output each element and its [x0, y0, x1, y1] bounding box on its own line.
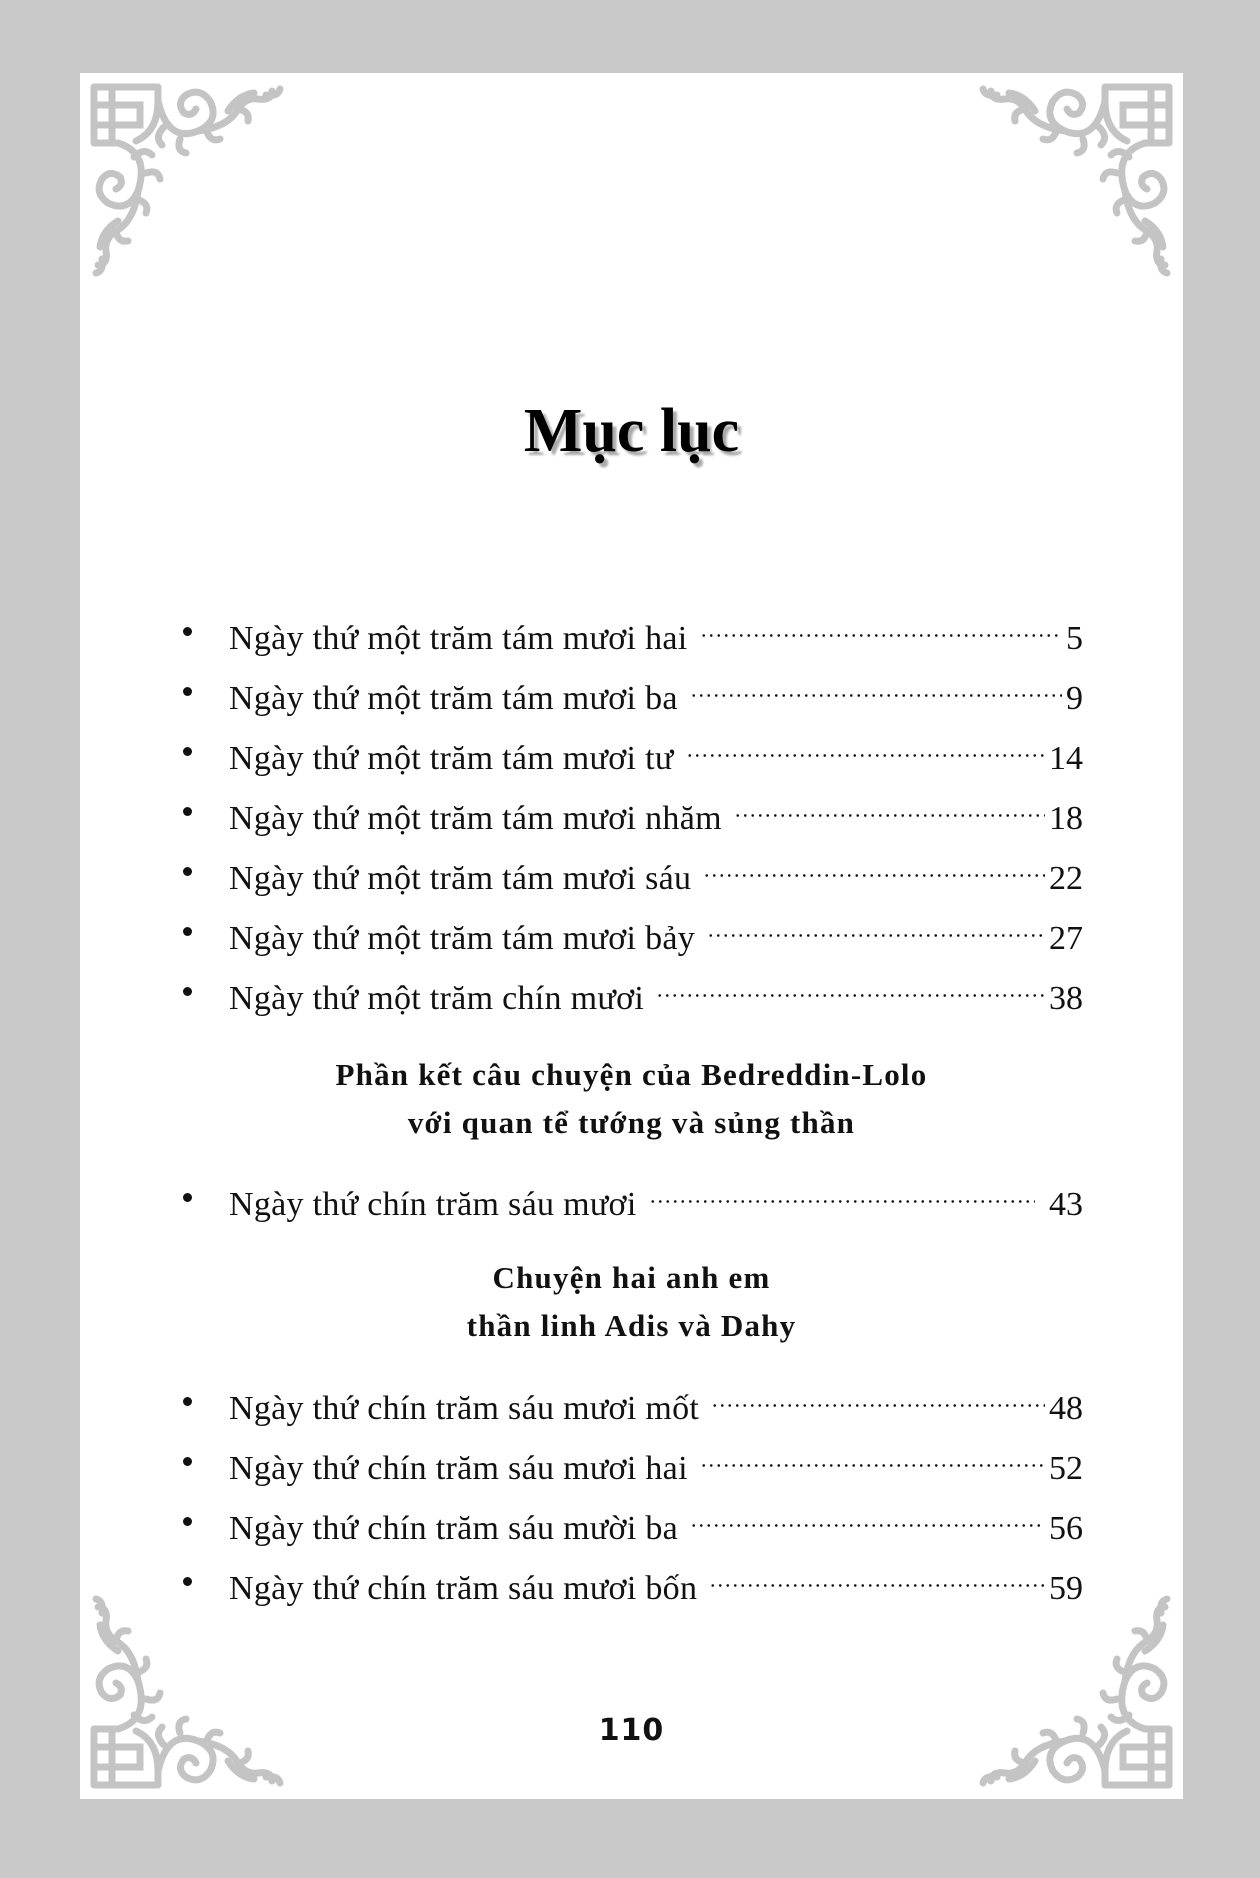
corner-ornament-icon	[975, 1591, 1175, 1791]
page-number: 110	[598, 1713, 665, 1748]
toc-entry-label: Ngày thứ một trăm tám mươi tư	[229, 740, 674, 777]
section-heading	[80, 1254, 1183, 1350]
toc-entry-page: 22	[1049, 860, 1083, 897]
dot-leader	[700, 634, 1062, 637]
toc-entry-label: Ngày thứ chín trăm sáu mươi	[229, 1186, 637, 1223]
toc-entry-label: Ngày thứ một trăm chín mươi	[229, 980, 645, 1017]
dot-leader	[649, 1200, 1035, 1203]
toc-entry-label: Ngày thứ chín trăm sáu mươi bốn	[229, 1570, 698, 1607]
toc-entry-page: 56	[1049, 1510, 1083, 1547]
bullet-icon	[173, 785, 229, 829]
bullet-icon	[173, 905, 229, 949]
toc-entry[interactable]	[173, 1171, 1083, 1223]
toc-entry[interactable]	[173, 605, 1083, 657]
section-heading-line: Phần kết câu chuyện của Bedreddin-Lolo	[335, 1057, 928, 1092]
section-heading-line: với quan tể tướng và sủng thần	[407, 1105, 856, 1140]
toc-entry-label: Ngày thứ chín trăm sáu mười ba	[229, 1510, 679, 1547]
toc-entry-label: Ngày thứ một trăm tám mươi bảy	[229, 920, 696, 957]
toc-entry[interactable]	[173, 845, 1083, 897]
page-title: Mục lục	[523, 397, 740, 465]
dot-leader	[711, 1404, 1045, 1407]
dot-leader	[707, 934, 1045, 937]
toc-entry-page: 59	[1049, 1570, 1083, 1607]
toc-entry-page: 43	[1049, 1186, 1083, 1223]
toc-entry[interactable]	[173, 1375, 1083, 1427]
dot-leader	[734, 814, 1045, 817]
toc-entry-label: Ngày thứ chín trăm sáu mươi mốt	[229, 1390, 700, 1427]
ornament-svg	[975, 81, 1175, 281]
book-page	[80, 73, 1183, 1799]
dot-leader	[690, 694, 1062, 697]
corner-ornament-icon	[88, 81, 288, 281]
toc-entry-page: 14	[1049, 740, 1083, 777]
bullet-icon	[173, 1435, 229, 1479]
bullet-icon	[173, 965, 229, 1009]
toc-entry-page: 27	[1049, 920, 1083, 957]
toc-entry-label: Ngày thứ một trăm tám mươi hai	[229, 620, 688, 657]
bullet-icon	[173, 1375, 229, 1419]
toc-entry[interactable]	[173, 1435, 1083, 1487]
toc-entry[interactable]	[173, 665, 1083, 717]
dot-leader	[709, 1584, 1045, 1587]
toc-entry-page: 5	[1066, 620, 1083, 657]
toc-entry[interactable]	[173, 905, 1083, 957]
corner-ornament-icon	[88, 1591, 288, 1791]
ornament-svg	[975, 1591, 1175, 1791]
bullet-icon	[173, 1495, 229, 1539]
toc-entry-label: Ngày thứ một trăm tám mươi nhăm	[229, 800, 722, 837]
corner-ornament-icon	[975, 81, 1175, 281]
section-heading	[80, 1051, 1183, 1147]
bullet-icon	[173, 605, 229, 649]
toc-entry-page: 52	[1049, 1450, 1083, 1487]
section-heading-line: Chuyện hai anh em	[492, 1260, 771, 1295]
toc-entry-label: Ngày thứ chín trăm sáu mươi hai	[229, 1450, 688, 1487]
toc-entry[interactable]	[173, 1555, 1083, 1607]
bullet-icon	[173, 1555, 229, 1599]
toc-entry-label: Ngày thứ một trăm tám mươi sáu	[229, 860, 692, 897]
dot-leader	[690, 1524, 1045, 1527]
ornament-svg	[88, 1591, 288, 1791]
toc-entry-page: 48	[1049, 1390, 1083, 1427]
toc-entry[interactable]	[173, 965, 1083, 1017]
dot-leader	[686, 754, 1045, 757]
bullet-icon	[173, 725, 229, 769]
toc-entry-label: Ngày thứ một trăm tám mươi ba	[229, 680, 678, 717]
section-heading-line: thần linh Adis và Dahy	[466, 1308, 797, 1343]
bullet-icon	[173, 845, 229, 889]
bullet-icon	[173, 1171, 229, 1215]
dot-leader	[700, 1464, 1045, 1467]
toc-entry[interactable]	[173, 785, 1083, 837]
toc-entry-page: 38	[1049, 980, 1083, 1017]
toc-entry[interactable]	[173, 725, 1083, 777]
dot-leader	[703, 874, 1045, 877]
toc-entry-page: 9	[1066, 680, 1083, 717]
toc-entry-page: 18	[1049, 800, 1083, 837]
ornament-svg	[88, 81, 288, 281]
bullet-icon	[173, 665, 229, 709]
toc-entry[interactable]	[173, 1495, 1083, 1547]
dot-leader	[656, 994, 1045, 997]
